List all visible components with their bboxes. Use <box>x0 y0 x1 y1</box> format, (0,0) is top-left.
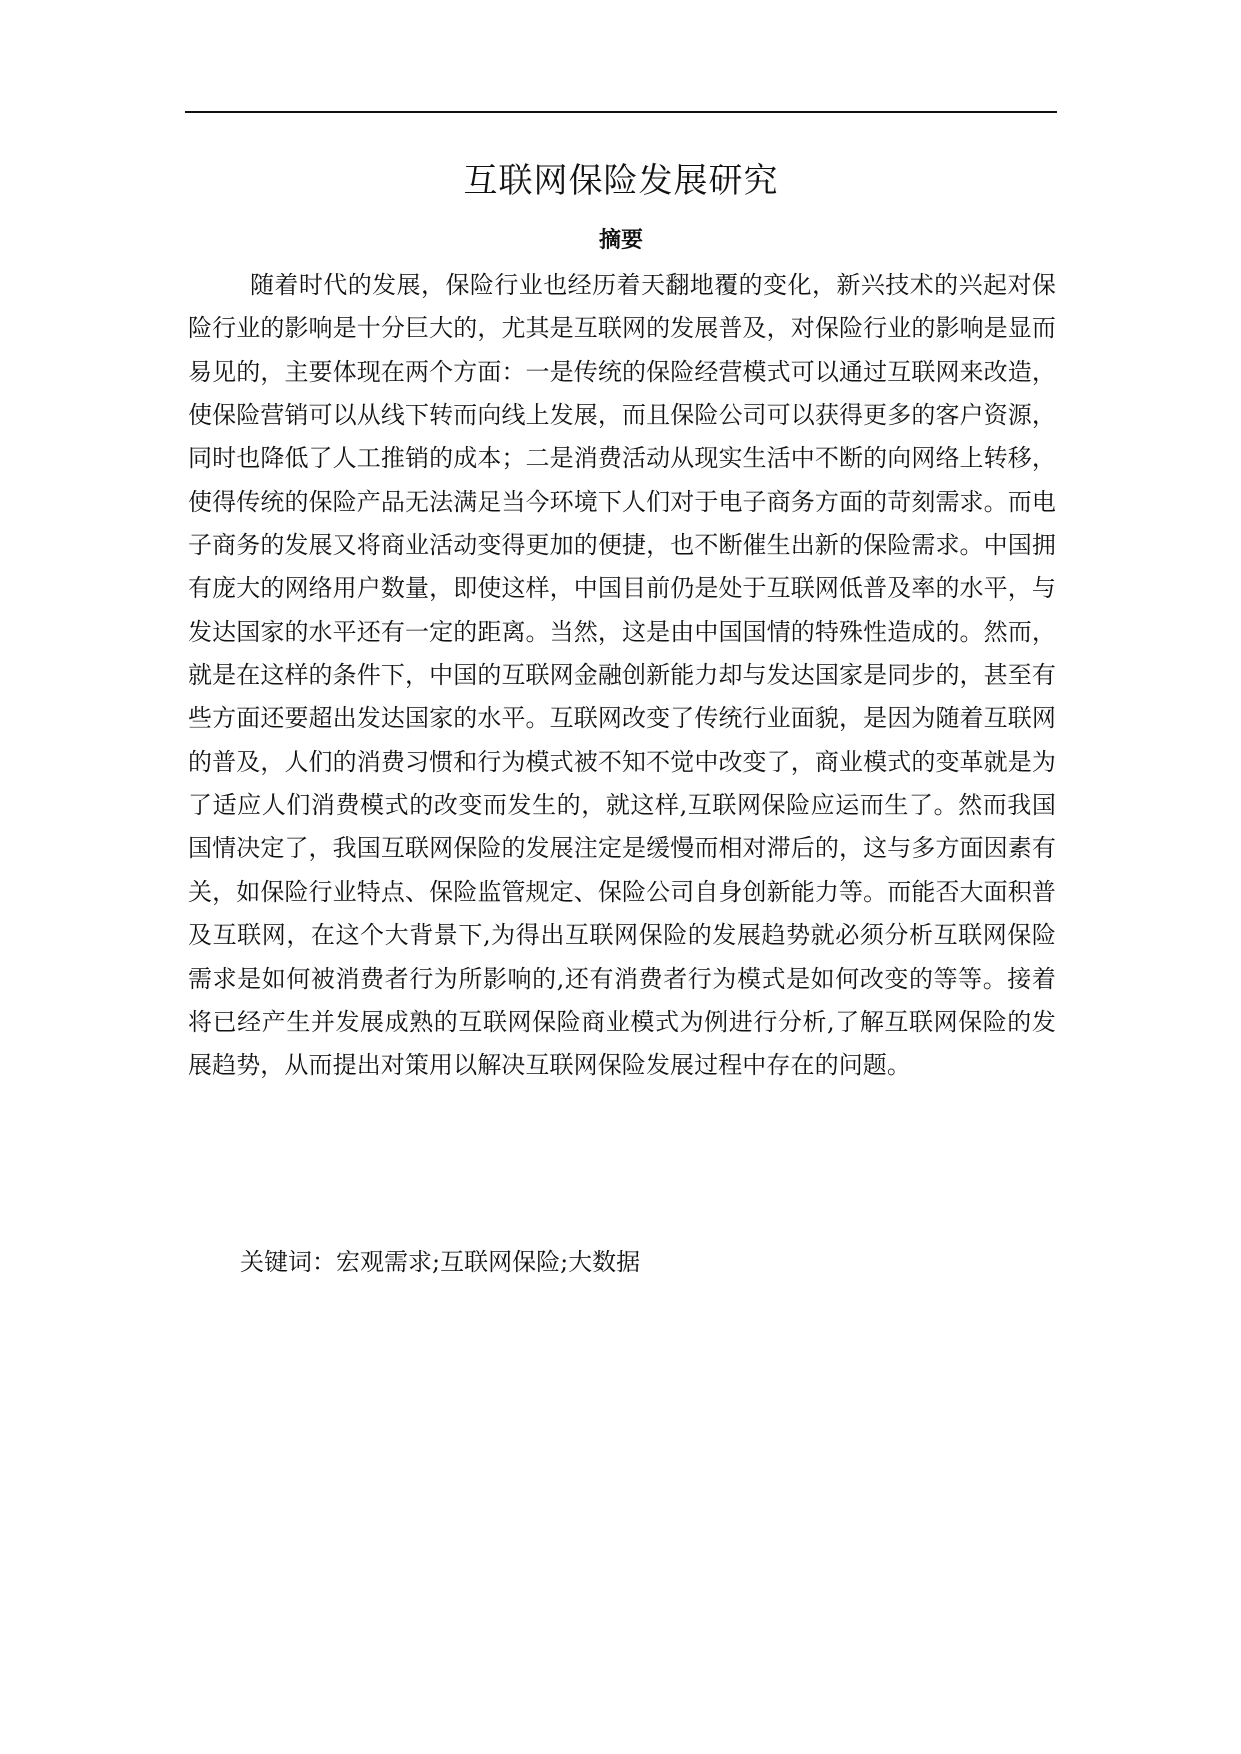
document-title: 互联网保险发展研究 <box>463 161 779 201</box>
header-rule <box>185 111 1057 113</box>
abstract-body: 随着时代的发展，保险行业也经历着天翻地覆的变化，新兴技术的兴起对保险行业的影响是十分巨大的，尤其是互联网的发展普及，对保险行业的影响是显而易见的，主要体现在两个方面：一是传统的保险经营模式可以通过互联网来改造，使保险营销可以从线下转而向线上发展，而且保险公司可以获得更多的客户资源，同时也降低了人工推销的成本；二是消费活动从现实生活中不断的向网络上转移，使得传统的保险产品无法满足当今环境下人们对于电子商务方面的苛刻需求。而电子商务的发展又将商业活动变得更加的便捷，也不断催生出新的保险需求。中国拥有庞大的网络用户数量，即使这样，中国目前仍是处于互联网低普及率的水平，与发达国家的水平还有一定的距离。当然，这是由中国国情的特殊性造成的。然而，就是在这样的条件下，中国的互联网金融创新能力却与发达国家是同步的，甚至有些方面还要超出发达国家的水平。互联网改变了传统行业面貌，是因为随着互联网的普及，人们的消费习惯和行为模式被不知不觉中改变了，商业模式的变革就是为了适应人们消费模式的改变而发生的，就这样,互联网保险应运而生了。然而我国国情决定了，我国互联网保险的发展注定是缓慢而相对滞后的，这与多方面因素有关，如保险行业特点、保险监管规定、保险公司自身创新能力等。而能否大面积普及互联网，在这个大背景下,为得出互联网保险的发展趋势就必须分析互联网保险需求是如何被消费者行为所影响的,还有消费者行为模式是如何改变的等等。接着将已经产生并发展成熟的互联网保险商业模式为例进行分析,了解互联网保险的发展趋势，从而提出对策用以解决互联网保险发展过程中存在的问题。 <box>188 271 1056 1080</box>
keywords: 关键词：宏观需求;互联网保险;大数据 <box>240 1248 641 1276</box>
abstract-heading: 摘要 <box>598 227 643 253</box>
